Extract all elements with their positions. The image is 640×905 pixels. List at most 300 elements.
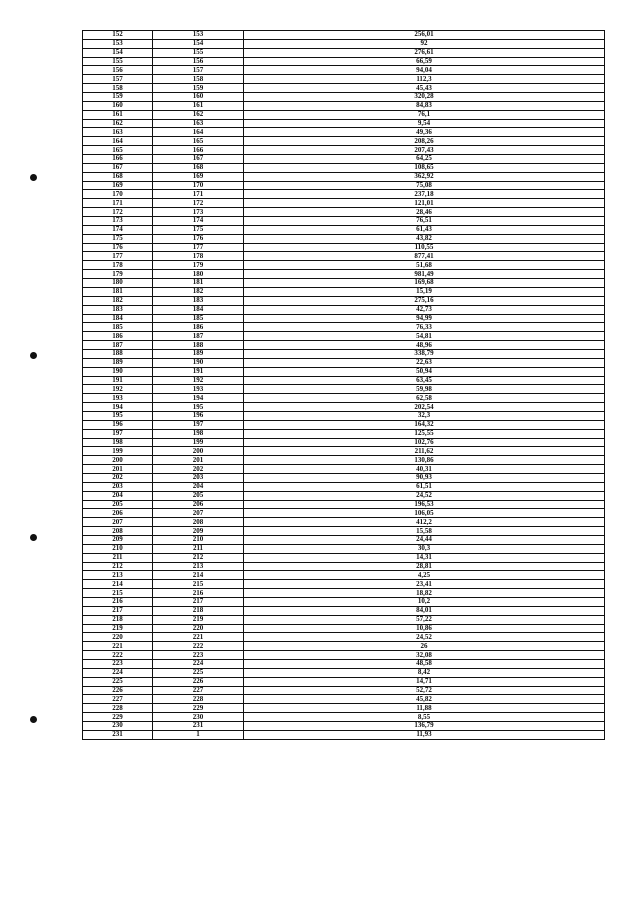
value-cell: 24,52	[244, 491, 605, 500]
table-row	[83, 482, 605, 491]
table-row	[83, 93, 605, 102]
table-row	[83, 181, 605, 190]
value-cell: 338,79	[244, 349, 605, 358]
from-node-cell: 215	[83, 589, 153, 598]
table-row	[83, 553, 605, 562]
to-node-cell: 170	[153, 181, 244, 190]
from-node-cell: 216	[83, 598, 153, 607]
to-node-cell: 209	[153, 527, 244, 536]
table-row	[83, 704, 605, 713]
from-node-cell: 172	[83, 208, 153, 217]
value-cell: 208,26	[244, 137, 605, 146]
table-row	[83, 624, 605, 633]
from-node-cell: 220	[83, 633, 153, 642]
to-node-cell: 174	[153, 217, 244, 226]
from-node-cell: 186	[83, 332, 153, 341]
table-row	[83, 677, 605, 686]
value-cell: 10,86	[244, 624, 605, 633]
to-node-cell: 217	[153, 598, 244, 607]
value-cell: 32,08	[244, 651, 605, 660]
table-row	[83, 660, 605, 669]
value-cell: 110,55	[244, 243, 605, 252]
value-cell: 136,79	[244, 722, 605, 731]
table-row	[83, 279, 605, 288]
to-node-cell: 215	[153, 580, 244, 589]
value-cell: 66,59	[244, 57, 605, 66]
value-cell: 112,3	[244, 75, 605, 84]
punch-hole-mark	[30, 352, 37, 359]
to-node-cell: 181	[153, 279, 244, 288]
table-row	[83, 722, 605, 731]
table-row	[83, 686, 605, 695]
from-node-cell: 217	[83, 606, 153, 615]
to-node-cell: 214	[153, 571, 244, 580]
to-node-cell: 194	[153, 394, 244, 403]
value-cell: 76,1	[244, 110, 605, 119]
to-node-cell: 186	[153, 323, 244, 332]
value-cell: 90,93	[244, 473, 605, 482]
table-row	[83, 39, 605, 48]
table-row	[83, 695, 605, 704]
table-row	[83, 217, 605, 226]
table-row	[83, 633, 605, 642]
from-node-cell: 204	[83, 491, 153, 500]
table-row	[83, 314, 605, 323]
from-node-cell: 202	[83, 473, 153, 482]
to-node-cell: 200	[153, 447, 244, 456]
value-cell: 43,82	[244, 234, 605, 243]
to-node-cell: 224	[153, 660, 244, 669]
to-node-cell: 213	[153, 562, 244, 571]
to-node-cell: 166	[153, 146, 244, 155]
value-cell: 196,53	[244, 500, 605, 509]
to-node-cell: 211	[153, 544, 244, 553]
punch-hole-mark	[30, 716, 37, 723]
from-node-cell: 225	[83, 677, 153, 686]
table-row	[83, 84, 605, 93]
table-row	[83, 429, 605, 438]
table-row	[83, 146, 605, 155]
to-node-cell: 154	[153, 39, 244, 48]
table-row	[83, 606, 605, 615]
from-node-cell: 170	[83, 190, 153, 199]
value-cell: 106,05	[244, 509, 605, 518]
to-node-cell: 163	[153, 119, 244, 128]
table-row	[83, 500, 605, 509]
to-node-cell: 173	[153, 208, 244, 217]
table-row	[83, 119, 605, 128]
table-row	[83, 234, 605, 243]
from-node-cell: 209	[83, 535, 153, 544]
to-node-cell: 158	[153, 75, 244, 84]
to-node-cell: 1	[153, 730, 244, 739]
table-row	[83, 208, 605, 217]
to-node-cell: 184	[153, 305, 244, 314]
from-node-cell: 168	[83, 172, 153, 181]
table-row	[83, 243, 605, 252]
to-node-cell: 171	[153, 190, 244, 199]
from-node-cell: 176	[83, 243, 153, 252]
table-row	[83, 252, 605, 261]
table-row	[83, 199, 605, 208]
table-row	[83, 491, 605, 500]
from-node-cell: 158	[83, 84, 153, 93]
from-node-cell: 163	[83, 128, 153, 137]
value-cell: 57,22	[244, 615, 605, 624]
from-node-cell: 223	[83, 660, 153, 669]
to-node-cell: 177	[153, 243, 244, 252]
value-cell: 50,94	[244, 367, 605, 376]
from-node-cell: 224	[83, 668, 153, 677]
from-node-cell: 203	[83, 482, 153, 491]
punch-hole-mark	[30, 174, 37, 181]
from-node-cell: 201	[83, 465, 153, 474]
table-row	[83, 615, 605, 624]
table-row	[83, 598, 605, 607]
to-node-cell: 202	[153, 465, 244, 474]
value-cell: 102,76	[244, 438, 605, 447]
from-node-cell: 230	[83, 722, 153, 731]
to-node-cell: 196	[153, 411, 244, 420]
value-cell: 275,16	[244, 296, 605, 305]
to-node-cell: 160	[153, 93, 244, 102]
table-row	[83, 509, 605, 518]
value-cell: 75,08	[244, 181, 605, 190]
value-cell: 54,81	[244, 332, 605, 341]
from-node-cell: 159	[83, 93, 153, 102]
value-cell: 202,54	[244, 403, 605, 412]
value-cell: 23,41	[244, 580, 605, 589]
value-cell: 45,82	[244, 695, 605, 704]
table-row	[83, 447, 605, 456]
to-node-cell: 164	[153, 128, 244, 137]
from-node-cell: 206	[83, 509, 153, 518]
to-node-cell: 218	[153, 606, 244, 615]
from-node-cell: 182	[83, 296, 153, 305]
to-node-cell: 190	[153, 358, 244, 367]
to-node-cell: 187	[153, 332, 244, 341]
value-cell: 256,01	[244, 31, 605, 40]
from-node-cell: 162	[83, 119, 153, 128]
to-node-cell: 156	[153, 57, 244, 66]
from-node-cell: 195	[83, 411, 153, 420]
from-node-cell: 222	[83, 651, 153, 660]
to-node-cell: 165	[153, 137, 244, 146]
from-node-cell: 210	[83, 544, 153, 553]
to-node-cell: 153	[153, 31, 244, 40]
to-node-cell: 203	[153, 473, 244, 482]
from-node-cell: 165	[83, 146, 153, 155]
value-cell: 26	[244, 642, 605, 651]
from-node-cell: 171	[83, 199, 153, 208]
table-row	[83, 305, 605, 314]
value-cell: 32,3	[244, 411, 605, 420]
table-row	[83, 544, 605, 553]
value-cell: 108,65	[244, 163, 605, 172]
table-row	[83, 31, 605, 40]
table-row	[83, 270, 605, 279]
table-body	[83, 31, 605, 740]
to-node-cell: 229	[153, 704, 244, 713]
to-node-cell: 225	[153, 668, 244, 677]
to-node-cell: 179	[153, 261, 244, 270]
to-node-cell: 178	[153, 252, 244, 261]
value-cell: 61,43	[244, 225, 605, 234]
to-node-cell: 192	[153, 376, 244, 385]
from-node-cell: 228	[83, 704, 153, 713]
table-row	[83, 323, 605, 332]
to-node-cell: 176	[153, 234, 244, 243]
table-row	[83, 128, 605, 137]
from-node-cell: 194	[83, 403, 153, 412]
value-cell: 92	[244, 39, 605, 48]
punch-hole-mark	[30, 534, 37, 541]
table-row	[83, 465, 605, 474]
value-cell: 15,19	[244, 287, 605, 296]
from-node-cell: 187	[83, 341, 153, 350]
to-node-cell: 201	[153, 456, 244, 465]
table-row	[83, 75, 605, 84]
from-node-cell: 218	[83, 615, 153, 624]
to-node-cell: 193	[153, 385, 244, 394]
from-node-cell: 164	[83, 137, 153, 146]
table-row	[83, 190, 605, 199]
value-cell: 52,72	[244, 686, 605, 695]
table-row	[83, 642, 605, 651]
to-node-cell: 183	[153, 296, 244, 305]
value-cell: 276,61	[244, 48, 605, 57]
to-node-cell: 219	[153, 615, 244, 624]
table-row	[83, 48, 605, 57]
value-cell: 84,01	[244, 606, 605, 615]
to-node-cell: 172	[153, 199, 244, 208]
table-row	[83, 287, 605, 296]
value-cell: 48,96	[244, 341, 605, 350]
value-cell: 15,58	[244, 527, 605, 536]
to-node-cell: 188	[153, 341, 244, 350]
value-cell: 62,58	[244, 394, 605, 403]
value-cell: 63,45	[244, 376, 605, 385]
from-node-cell: 231	[83, 730, 153, 739]
table-row	[83, 411, 605, 420]
table-row	[83, 358, 605, 367]
table-row	[83, 668, 605, 677]
from-node-cell: 221	[83, 642, 153, 651]
value-cell: 4,25	[244, 571, 605, 580]
from-node-cell: 196	[83, 420, 153, 429]
table-row	[83, 651, 605, 660]
table-row	[83, 261, 605, 270]
from-node-cell: 207	[83, 518, 153, 527]
data-table	[82, 30, 605, 740]
from-node-cell: 229	[83, 713, 153, 722]
from-node-cell: 157	[83, 75, 153, 84]
from-node-cell: 184	[83, 314, 153, 323]
from-node-cell: 166	[83, 155, 153, 164]
value-cell: 59,98	[244, 385, 605, 394]
to-node-cell: 205	[153, 491, 244, 500]
table-row	[83, 66, 605, 75]
to-node-cell: 220	[153, 624, 244, 633]
from-node-cell: 189	[83, 358, 153, 367]
value-cell: 22,63	[244, 358, 605, 367]
value-cell: 211,62	[244, 447, 605, 456]
from-node-cell: 227	[83, 695, 153, 704]
from-node-cell: 174	[83, 225, 153, 234]
to-node-cell: 199	[153, 438, 244, 447]
value-cell: 40,31	[244, 465, 605, 474]
to-node-cell: 204	[153, 482, 244, 491]
from-node-cell: 197	[83, 429, 153, 438]
from-node-cell: 188	[83, 349, 153, 358]
table-row	[83, 580, 605, 589]
from-node-cell: 154	[83, 48, 153, 57]
value-cell: 10,2	[244, 598, 605, 607]
from-node-cell: 212	[83, 562, 153, 571]
table-row	[83, 367, 605, 376]
to-node-cell: 197	[153, 420, 244, 429]
to-node-cell: 210	[153, 535, 244, 544]
table-row	[83, 518, 605, 527]
from-node-cell: 191	[83, 376, 153, 385]
table-row	[83, 713, 605, 722]
to-node-cell: 175	[153, 225, 244, 234]
table-row	[83, 341, 605, 350]
from-node-cell: 199	[83, 447, 153, 456]
to-node-cell: 207	[153, 509, 244, 518]
from-node-cell: 193	[83, 394, 153, 403]
from-node-cell: 208	[83, 527, 153, 536]
to-node-cell: 185	[153, 314, 244, 323]
value-cell: 11,88	[244, 704, 605, 713]
table-row	[83, 385, 605, 394]
table-row	[83, 57, 605, 66]
value-cell: 169,68	[244, 279, 605, 288]
from-node-cell: 169	[83, 181, 153, 190]
table-row	[83, 473, 605, 482]
to-node-cell: 159	[153, 84, 244, 93]
to-node-cell: 191	[153, 367, 244, 376]
from-node-cell: 180	[83, 279, 153, 288]
value-cell: 18,82	[244, 589, 605, 598]
from-node-cell: 200	[83, 456, 153, 465]
from-node-cell: 178	[83, 261, 153, 270]
value-cell: 130,86	[244, 456, 605, 465]
table-row	[83, 163, 605, 172]
to-node-cell: 155	[153, 48, 244, 57]
from-node-cell: 213	[83, 571, 153, 580]
to-node-cell: 231	[153, 722, 244, 731]
table-row	[83, 172, 605, 181]
to-node-cell: 195	[153, 403, 244, 412]
table-row	[83, 535, 605, 544]
from-node-cell: 181	[83, 287, 153, 296]
value-cell: 877,41	[244, 252, 605, 261]
table-row	[83, 589, 605, 598]
from-node-cell: 152	[83, 31, 153, 40]
table-row	[83, 420, 605, 429]
value-cell: 48,58	[244, 660, 605, 669]
value-cell: 9,54	[244, 119, 605, 128]
table-row	[83, 349, 605, 358]
to-node-cell: 180	[153, 270, 244, 279]
value-cell: 24,52	[244, 633, 605, 642]
table-row	[83, 394, 605, 403]
value-cell: 11,93	[244, 730, 605, 739]
value-cell: 28,81	[244, 562, 605, 571]
value-cell: 121,01	[244, 199, 605, 208]
value-cell: 8,42	[244, 668, 605, 677]
value-cell: 14,31	[244, 553, 605, 562]
table-row	[83, 562, 605, 571]
from-node-cell: 153	[83, 39, 153, 48]
from-node-cell: 167	[83, 163, 153, 172]
table-row	[83, 110, 605, 119]
to-node-cell: 167	[153, 155, 244, 164]
from-node-cell: 161	[83, 110, 153, 119]
to-node-cell: 157	[153, 66, 244, 75]
value-cell: 164,32	[244, 420, 605, 429]
table-row	[83, 376, 605, 385]
value-cell: 14,71	[244, 677, 605, 686]
value-cell: 51,68	[244, 261, 605, 270]
from-node-cell: 219	[83, 624, 153, 633]
table-row	[83, 527, 605, 536]
to-node-cell: 168	[153, 163, 244, 172]
to-node-cell: 206	[153, 500, 244, 509]
to-node-cell: 208	[153, 518, 244, 527]
table-row	[83, 332, 605, 341]
value-cell: 237,18	[244, 190, 605, 199]
to-node-cell: 216	[153, 589, 244, 598]
from-node-cell: 177	[83, 252, 153, 261]
to-node-cell: 189	[153, 349, 244, 358]
from-node-cell: 183	[83, 305, 153, 314]
to-node-cell: 198	[153, 429, 244, 438]
value-cell: 30,3	[244, 544, 605, 553]
from-node-cell: 205	[83, 500, 153, 509]
to-node-cell: 221	[153, 633, 244, 642]
to-node-cell: 223	[153, 651, 244, 660]
value-cell: 64,25	[244, 155, 605, 164]
from-node-cell: 192	[83, 385, 153, 394]
from-node-cell: 156	[83, 66, 153, 75]
value-cell: 125,55	[244, 429, 605, 438]
value-cell: 28,46	[244, 208, 605, 217]
from-node-cell: 175	[83, 234, 153, 243]
from-node-cell: 155	[83, 57, 153, 66]
value-cell: 412,2	[244, 518, 605, 527]
value-cell: 42,73	[244, 305, 605, 314]
value-cell: 8,55	[244, 713, 605, 722]
value-cell: 320,28	[244, 93, 605, 102]
from-node-cell: 160	[83, 101, 153, 110]
value-cell: 362,92	[244, 172, 605, 181]
from-node-cell: 226	[83, 686, 153, 695]
value-cell: 76,33	[244, 323, 605, 332]
from-node-cell: 198	[83, 438, 153, 447]
value-cell: 76,51	[244, 217, 605, 226]
value-cell: 61,51	[244, 482, 605, 491]
from-node-cell: 214	[83, 580, 153, 589]
table-row	[83, 438, 605, 447]
to-node-cell: 161	[153, 101, 244, 110]
from-node-cell: 190	[83, 367, 153, 376]
table-row	[83, 403, 605, 412]
to-node-cell: 182	[153, 287, 244, 296]
to-node-cell: 228	[153, 695, 244, 704]
to-node-cell: 226	[153, 677, 244, 686]
